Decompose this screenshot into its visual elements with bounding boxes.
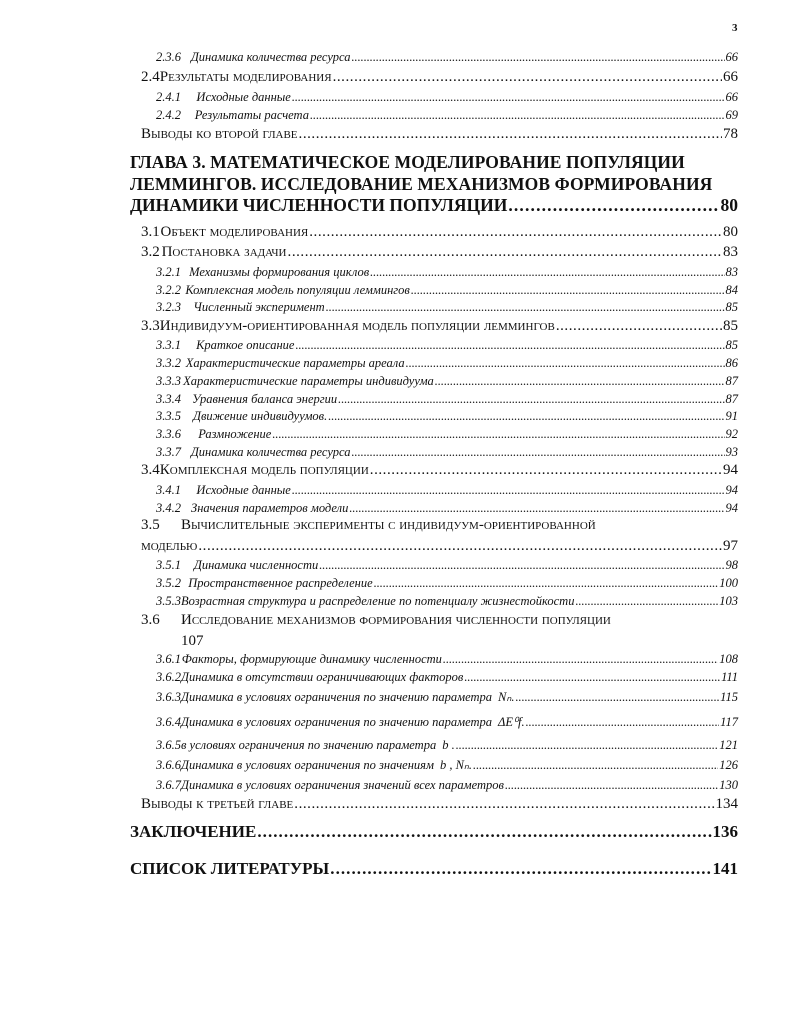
toc-page: 94 <box>725 483 738 497</box>
toc-number: 3.3.6 <box>156 427 181 441</box>
parameter-symbol: ΔE⁰f. <box>498 715 525 729</box>
toc-page: 121 <box>719 738 738 752</box>
toc-number: 3.3.5 <box>156 409 181 423</box>
toc-entry[interactable] <box>141 244 738 261</box>
toc-title: Комплексная модель популяции <box>159 462 369 478</box>
toc-number: 3.3.2 <box>156 356 181 370</box>
toc-number: 3.3 <box>141 318 160 334</box>
leader-dots <box>435 374 725 389</box>
toc-entry[interactable] <box>156 90 738 105</box>
toc-entry[interactable] <box>141 224 738 241</box>
toc-page: 136 <box>712 822 738 841</box>
toc-title: Пространственное распределение <box>188 576 373 590</box>
toc-page: 117 <box>720 715 738 729</box>
leader-dots <box>370 462 722 479</box>
leader-dots <box>257 822 711 842</box>
leader-dots <box>295 338 724 353</box>
toc-title: в условиях ограничения по значению параметра <box>181 738 437 752</box>
toc-page: 93 <box>725 445 738 459</box>
leader-dots <box>294 796 714 813</box>
toc-title: Численный эксперимент <box>193 300 325 314</box>
toc-title: Исследование механизмов формирования численности популяции <box>181 612 611 628</box>
toc-page: 107 <box>181 633 204 649</box>
toc-page: 66 <box>725 50 738 64</box>
toc-entry[interactable] <box>156 445 738 460</box>
toc-entry-chapter[interactable] <box>130 859 738 879</box>
toc-number: 2.3.6 <box>156 50 181 64</box>
toc-number: 3.3.1 <box>156 338 181 352</box>
toc-page: 83 <box>725 265 738 279</box>
toc-page: 111 <box>721 670 738 684</box>
toc-page: 83 <box>723 244 738 260</box>
toc-title: Характеристические параметры индивидуума <box>183 374 434 388</box>
toc-page: 98 <box>725 558 738 572</box>
toc-entry[interactable] <box>156 283 738 298</box>
toc-title: Индивидуум-ориентированная модель популяции леммингов <box>159 318 555 334</box>
toc-page: 66 <box>723 69 738 85</box>
leader-dots <box>575 594 718 609</box>
leader-dots <box>406 356 725 371</box>
toc-title: Механизмы формирования циклов <box>189 265 370 279</box>
toc-entry[interactable] <box>156 501 738 516</box>
toc-page: 69 <box>725 108 738 122</box>
toc-title: Значения параметров модели <box>191 501 349 515</box>
toc-entry-wrapped[interactable] <box>141 612 611 629</box>
toc-entry[interactable] <box>156 652 738 667</box>
toc-title: Результаты моделирования <box>159 69 332 85</box>
leader-dots <box>310 108 725 123</box>
toc-page: 126 <box>719 758 738 772</box>
toc-page: 91 <box>725 409 738 423</box>
toc-page: 80 <box>723 224 738 240</box>
toc-title: Исходные данные <box>196 483 291 497</box>
toc-entry-chapter[interactable] <box>130 195 738 216</box>
toc-title: Краткое описание <box>196 338 295 352</box>
toc-number: 2.4.1 <box>156 90 181 104</box>
toc-number: 3.5 <box>141 517 160 533</box>
toc-number: 3.3.7 <box>156 445 181 459</box>
toc-page: 115 <box>720 690 738 704</box>
toc-page: 87 <box>725 374 738 388</box>
toc-page: 78 <box>723 126 738 142</box>
page-number: 3 <box>732 22 738 34</box>
leader-dots <box>319 558 724 573</box>
toc-entry[interactable] <box>156 558 738 573</box>
toc-number: 3.6.6 <box>156 758 181 772</box>
toc-title: СПИСОК ЛИТЕРАТУРЫ <box>130 859 330 878</box>
toc-entry[interactable] <box>156 576 738 591</box>
leader-dots <box>464 670 720 685</box>
leader-dots <box>556 318 722 335</box>
toc-page: 87 <box>725 392 738 406</box>
toc-number: 3.2 <box>141 244 160 260</box>
toc-number: 2.4 <box>141 69 160 85</box>
leader-dots <box>288 244 722 261</box>
toc-title: Динамика в отсутствии ограничивающих факторов <box>181 670 464 684</box>
toc-number: 3.2.1 <box>156 265 181 279</box>
toc-page: 134 <box>715 796 738 812</box>
toc-entry[interactable] <box>156 483 738 498</box>
toc-title: Объект моделирования <box>160 224 309 240</box>
leader-dots <box>505 778 718 793</box>
parameter-symbol: b , Nₙ. <box>439 758 473 772</box>
leader-dots <box>473 758 718 773</box>
toc-number: 3.6 <box>141 612 160 628</box>
toc-number: 3.5.2 <box>156 576 181 590</box>
toc-title: Выводы к третьей главе <box>141 796 294 812</box>
leader-dots <box>338 392 724 407</box>
toc-page: 141 <box>712 859 738 878</box>
toc-page: 100 <box>719 576 738 590</box>
chapter-heading-line: ЛЕММИНГОВ. ИССЛЕДОВАНИЕ МЕХАНИЗМОВ ФОРМИРОВАНИЯ <box>130 174 713 194</box>
toc-page: 86 <box>725 356 738 370</box>
toc-page: 85 <box>725 338 738 352</box>
toc-page: 108 <box>719 652 738 666</box>
toc-title: Динамика в условиях ограничения по значению параметра <box>181 690 493 704</box>
toc-title: Динамика в условиях ограничения значений всех параметров <box>181 778 504 792</box>
toc-title: Движение индивидуумов. <box>193 409 328 423</box>
toc-entry[interactable] <box>156 594 738 609</box>
toc-entry[interactable] <box>156 670 738 685</box>
toc-entry[interactable] <box>141 69 738 86</box>
leader-dots <box>411 283 725 298</box>
toc-title: Постановка задачи <box>161 244 287 260</box>
leader-dots <box>515 690 719 705</box>
toc-entry[interactable] <box>156 392 738 407</box>
parameter-symbol: b . <box>442 738 455 752</box>
leader-dots <box>272 427 724 442</box>
toc-number: 2.4.2 <box>156 108 181 122</box>
toc-title-cont: моделью <box>141 538 198 554</box>
leader-dots <box>508 195 719 216</box>
toc-number: 3.5.3 <box>156 594 181 608</box>
toc-number: 3.4 <box>141 462 160 478</box>
toc-page: 103 <box>719 594 738 608</box>
toc-number: 3.1 <box>141 224 160 240</box>
toc-entry-chapter[interactable] <box>130 822 738 842</box>
toc-entry[interactable] <box>156 689 738 705</box>
toc-title: Результаты расчета <box>194 108 309 122</box>
toc-page: 84 <box>725 283 738 297</box>
toc-title: Динамика в условиях ограничения по значению параметра <box>181 715 493 729</box>
toc-number: 3.4.1 <box>156 483 181 497</box>
toc-page: 130 <box>719 778 738 792</box>
toc-title: Динамика количества ресурса <box>190 445 351 459</box>
toc-number: 3.6.5 <box>156 738 181 752</box>
toc-entry[interactable] <box>156 265 738 280</box>
leader-dots <box>198 538 722 555</box>
toc-entry[interactable] <box>141 538 738 555</box>
toc-entry[interactable] <box>156 427 738 442</box>
toc-title: Выводы ко второй главе <box>141 126 298 142</box>
toc-number: 3.6.3 <box>156 690 181 704</box>
toc-entry[interactable] <box>156 50 738 65</box>
toc-entry[interactable] <box>156 778 738 793</box>
toc-title: Возрастная структура и распределение по потенциалу жизнестойкости <box>181 594 575 608</box>
toc-entry[interactable] <box>156 738 738 753</box>
chapter-heading-line: ГЛАВА 3. МАТЕМАТИЧЕСКОЕ МОДЕЛИРОВАНИЕ ПОПУЛЯЦИИ <box>130 152 685 172</box>
toc-entry[interactable] <box>156 300 738 315</box>
leader-dots <box>330 859 711 879</box>
leader-dots <box>326 300 725 315</box>
leader-dots <box>352 50 725 65</box>
leader-dots <box>352 445 725 460</box>
toc-page: 94 <box>723 462 738 478</box>
toc-title: ДИНАМИКИ ЧИСЛЕННОСТИ ПОПУЛЯЦИИ <box>130 195 508 215</box>
toc-page: 80 <box>720 195 738 215</box>
toc-number: 3.4.2 <box>156 501 181 515</box>
leader-dots <box>349 501 724 516</box>
leader-dots <box>443 652 718 667</box>
toc-entry[interactable] <box>141 318 738 335</box>
toc-entry[interactable] <box>156 714 738 730</box>
toc-title: Факторы, формирующие динамику численности <box>181 652 442 666</box>
toc-number: 3.3.4 <box>156 392 181 406</box>
leader-dots <box>333 69 722 86</box>
toc-number: 3.6.4 <box>156 715 181 729</box>
toc-title: Исходные данные <box>196 90 291 104</box>
toc-title: Размножение <box>198 427 272 441</box>
toc-page: 85 <box>725 300 738 314</box>
leader-dots <box>370 265 724 280</box>
toc-title: Характеристические параметры ареала <box>185 356 405 370</box>
toc-number: 3.6.2 <box>156 670 181 684</box>
toc-entry[interactable] <box>156 374 738 389</box>
toc-page: 85 <box>723 318 738 334</box>
leader-dots <box>292 90 725 105</box>
toc-number: 3.6.1 <box>156 652 181 666</box>
toc-entry[interactable] <box>141 462 738 479</box>
leader-dots <box>374 576 719 591</box>
toc-entry-wrapped[interactable] <box>141 517 596 534</box>
toc-entry[interactable] <box>156 356 738 371</box>
leader-dots <box>299 126 722 143</box>
toc-entry[interactable] <box>156 757 738 773</box>
toc-title: Динамика численности <box>193 558 319 572</box>
toc-entry[interactable] <box>156 409 738 424</box>
toc-entry[interactable] <box>156 338 738 353</box>
toc-title: Комплексная модель популяции леммингов <box>185 283 410 297</box>
toc-number: 3.2.2 <box>156 283 181 297</box>
toc-page: 92 <box>725 427 738 441</box>
toc-page: 66 <box>725 90 738 104</box>
leader-dots <box>309 224 722 241</box>
toc-title: Динамика количества ресурса <box>190 50 351 64</box>
toc-title: Уравнения баланса энергии <box>192 392 338 406</box>
parameter-symbol: Nₙ. <box>498 690 515 704</box>
toc-entry[interactable] <box>141 126 738 143</box>
toc-number: 3.5.1 <box>156 558 181 572</box>
leader-dots <box>328 409 724 424</box>
toc-number: 3.3.3 <box>156 374 181 388</box>
leader-dots <box>456 738 719 753</box>
toc-page: 94 <box>725 501 738 515</box>
toc-title: ЗАКЛЮЧЕНИЕ <box>130 822 257 841</box>
toc-page: 97 <box>723 538 738 554</box>
toc-number: 3.2.3 <box>156 300 181 314</box>
toc-entry[interactable] <box>141 796 738 813</box>
toc-title: Динамика в условиях ограничения по значениям <box>181 758 434 772</box>
toc-entry[interactable] <box>156 108 738 123</box>
toc-number: 3.6.7 <box>156 778 181 792</box>
leader-dots <box>292 483 725 498</box>
toc-title: Вычислительные эксперименты с индивидуум-ориентированной <box>181 517 596 533</box>
leader-dots <box>526 715 720 730</box>
